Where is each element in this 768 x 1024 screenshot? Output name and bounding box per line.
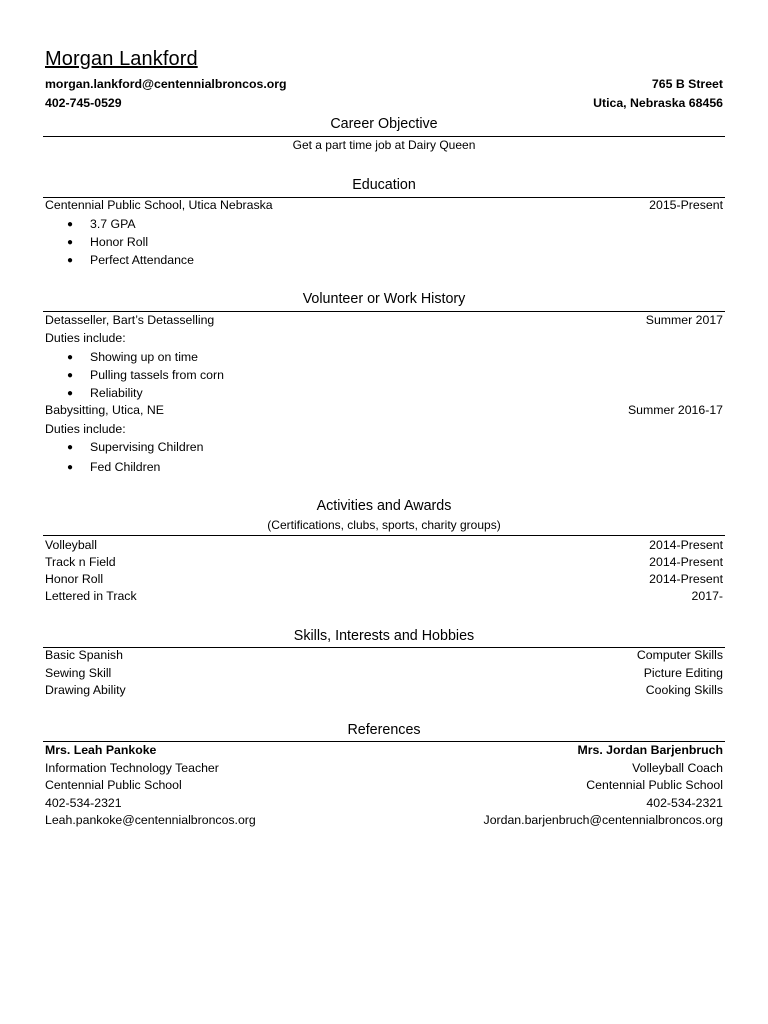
bullet-icon: ● [67, 442, 74, 453]
reference-email-right: Jordan.barjenbruch@centennialbroncos.org [483, 813, 723, 827]
work-history-heading: Volunteer or Work History [302, 291, 466, 307]
education-bullet: ● Perfect Attendance [67, 253, 194, 267]
duty-bullet: ● Reliability [67, 386, 143, 400]
duty-bullet: ● Fed Children [67, 460, 161, 474]
job-role: Babysitting, Utica, NE [45, 403, 164, 417]
bullet-icon: ● [67, 388, 74, 399]
bullet-icon: ● [67, 255, 74, 266]
bullet-icon: ● [67, 352, 74, 363]
phone: 402-745-0529 [45, 96, 122, 110]
street-address: 765 B Street [651, 77, 723, 91]
email: morgan.lankford@centennialbroncos.org [45, 77, 287, 91]
bullet-icon: ● [67, 370, 74, 381]
reference-name-right: Mrs. Jordan Barjenbruch [577, 743, 723, 757]
activities-subtitle: (Certifications, clubs, sports, charity groups) [267, 518, 501, 532]
bullet-icon: ● [67, 237, 74, 248]
school-name: Centennial Public School, Utica Nebraska [45, 198, 273, 212]
reference-row: Centennial Public School Centennial Public School [45, 778, 723, 792]
school-years: 2015-Present [649, 198, 723, 212]
reference-name-left: Mrs. Leah Pankoke [45, 743, 157, 757]
job-row [45, 312, 723, 329]
contact-row-1 [45, 76, 723, 93]
career-objective-heading: Career Objective [330, 116, 438, 132]
skills-row: Drawing Ability Cooking Skills [45, 683, 723, 697]
reference-email-left: Leah.pankoke@centennialbroncos.org [45, 813, 256, 827]
education-heading: Education [352, 177, 416, 193]
references-heading: References [347, 722, 421, 738]
activities-heading: Activities and Awards [316, 498, 452, 514]
duty-bullet: ● Showing up on time [67, 350, 199, 364]
duty-bullet: ● Pulling tassels from corn [67, 368, 224, 382]
education-bullet: ● 3.7 GPA [67, 217, 136, 231]
career-objective-text: Get a part time job at Dairy Queen [292, 138, 476, 152]
bullet-icon: ● [67, 219, 74, 230]
skills-row: Sewing Skill Picture Editing [45, 666, 723, 680]
reference-row: 402-534-2321 402-534-2321 [45, 796, 723, 810]
job-row [45, 402, 723, 419]
job-date: Summer 2016-17 [627, 403, 723, 417]
resume-name: Morgan Lankford [45, 48, 198, 70]
skills-row: Basic Spanish Computer Skills [45, 648, 723, 662]
contact-row-2 [45, 95, 723, 112]
activity-row: Volleyball 2014-Present [45, 538, 723, 552]
education-school-row [45, 197, 723, 214]
education-bullet: ● Honor Roll [67, 235, 149, 249]
skills-heading: Skills, Interests and Hobbies [293, 628, 475, 644]
activity-row: Track n Field 2014-Present [45, 555, 723, 569]
duty-bullet: ● Supervising Children [67, 440, 204, 454]
job-role: Detasseller, Bart’s Detasselling [45, 313, 215, 327]
duties-label: Duties include: [45, 422, 126, 436]
reference-row: Information Technology Teacher Volleyball Coach [45, 761, 723, 775]
activity-row: Honor Roll 2014-Present [45, 572, 723, 586]
activity-row: Lettered in Track 2017- [45, 589, 723, 603]
bullet-icon: ● [67, 462, 74, 473]
reference-row [45, 742, 723, 759]
section-divider [43, 535, 725, 536]
job-date: Summer 2017 [645, 313, 723, 327]
duties-label: Duties include: [45, 331, 126, 345]
city-address: Utica, Nebraska 68456 [593, 96, 723, 110]
reference-row [45, 812, 723, 829]
